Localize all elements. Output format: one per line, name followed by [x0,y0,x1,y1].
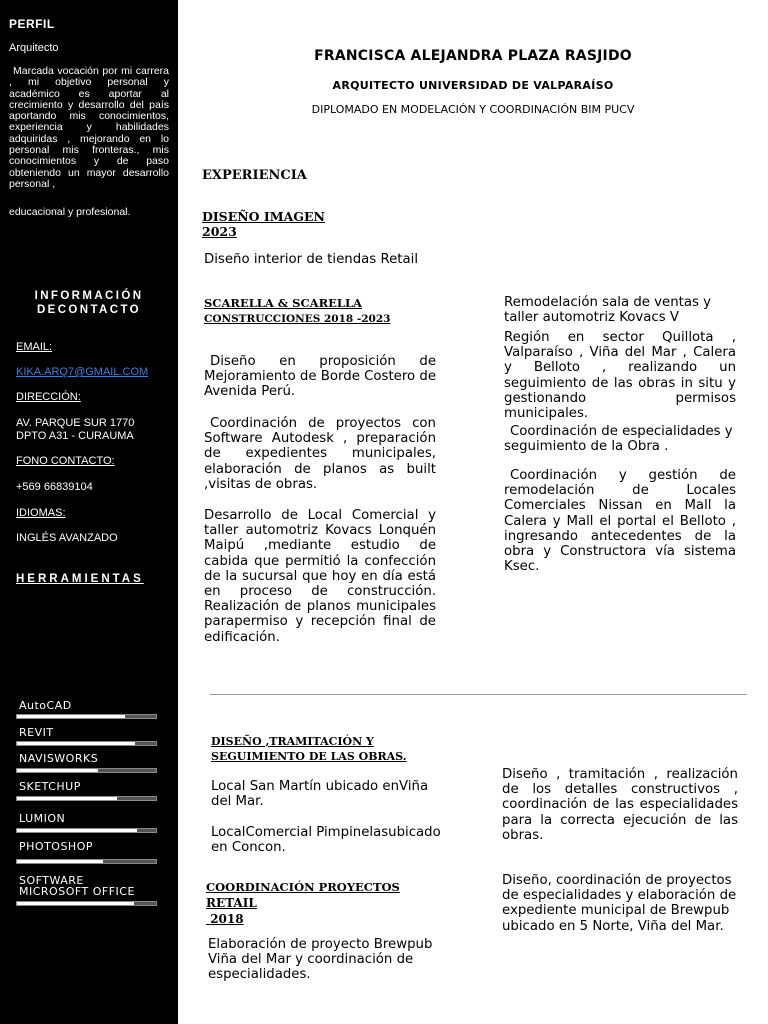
address-line1: AV. PARQUE SUR 1770 [16,417,135,429]
sidebar [0,0,178,1024]
email-label: EMAIL: [16,341,53,353]
job1-year: 2023 [202,224,237,239]
email-link[interactable]: KIKA.ARQ7@GMAIL.COM [16,366,149,378]
skill-bar-sketchup [16,796,157,801]
job1-title: DISEÑO IMAGEN [202,209,325,224]
skill-bar-photoshop [16,859,157,864]
job4-right-1: Diseño, coordinación de proyectos de especialidades y elaboración de expediente municipal de Brewpub ubicado en 5 Norte, Viña del Mar. [502,873,737,934]
skill-label-autocad: AutoCAD [19,699,72,712]
skill-fill-autocad [17,715,125,718]
skill-bar-lumion [16,828,157,833]
skill-label-sketchup: SKETCHUP [19,780,81,793]
job4-paragraph-1: Elaboración de proyecto Brewpub Viña del Mar y coordinación de especialidades. [208,937,433,983]
job3-paragraph-1: Local San Martín ubicado enViña del Mar. [211,779,429,810]
profile-title: PERFIL [9,17,55,31]
job2-subtitle: CONSTRUCCIONES 2018 -2023 [204,313,391,325]
job3-title-line1: DISEÑO ,TRAMITACIÓN Y [211,735,374,748]
degree: ARQUITECTO UNIVERSIDAD DE VALPARAÍSO [332,79,614,92]
section-divider [210,694,747,695]
job2-title: SCARELLA & SCARELLA [204,296,362,310]
candidate-name: FRANCISCA ALEJANDRA PLAZA RASJIDO [314,48,632,64]
skill-fill-lumion [17,829,137,832]
languages-value: INGLÉS AVANZADO [16,532,118,544]
skill-fill-ms-office [17,902,134,905]
skill-label-revit: REVIT [19,726,54,739]
skill-label-navisworks: NAVISWORKS [19,752,99,765]
profession: Arquitecto [9,42,59,54]
skill-label-software: SOFTWARE [19,874,84,887]
contact-title-line2: DECONTACTO [36,304,142,316]
skill-bar-autocad [16,714,157,719]
contact-title-line1: INFORMACIÓN [34,290,144,302]
tools-title: HERRAMIENTAS [16,573,144,585]
skill-bar-navisworks [16,768,157,773]
job2-right-3: Coordinación de especialidades y seguimiento de la Obra . [504,424,733,455]
skill-bar-revit [16,741,157,746]
job3-paragraph-2: LocalComercial Pimpinelasubicado en Concon. [211,825,441,856]
job3-title-line2: SEGUIMIENTO DE LAS OBRAS. [211,750,407,763]
job1-desc: Diseño interior de tiendas Retail [204,252,419,267]
address-line2: DPTO A31 - CURAUMA [16,430,134,442]
job4-year [206,912,244,926]
job2-right-4: Coordinación y gestión de remodelación de Locales Comerciales Nissan en Mall la Calera y Mall el portal el Belloto , ingresando antecedentes de la obra y Constructora vía sistema Ksec. [504,468,736,575]
job2-paragraph-3: Desarrollo de Local Comercial y taller automotriz Kovacs Lonquén Maipú ,mediante estudio de cabida que permitió la confección de la sucursal que hoy en día está en proceso de construcción. Realización de planos municipales parapermiso y recepción final de edificación. [204,508,436,645]
skill-label-photoshop: PHOTOSHOP [19,840,93,853]
address-label: DIRECCIÓN: [16,391,81,403]
skill-label-ms-office: MICROSOFT OFFICE [19,885,135,898]
job4-year-value: 2018 [210,912,244,926]
diploma: DIPLOMADO EN MODELACIÓN Y COORDINACIÓN BIM PUCV [311,103,635,116]
job4-title-line1: COORDINACIÓN PROYECTOS [206,880,400,894]
job4-title-line2: RETAIL [206,896,257,910]
languages-label: IDIOMAS: [16,507,66,519]
job2-right-2: Región en sector Quillota , Valparaíso , Viña del Mar , Calera y Belloto , realizando un seguimiento de las obras in situ y gestionando permisos municipales. [504,330,736,422]
phone-value: +569 66839104 [16,481,93,493]
job2-paragraph-2: Coordinación de proyectos con Software Autodesk , preparación de expedientes municipales, elaboración de planos as built ,visitas de obras. [204,416,436,492]
skill-fill-sketchup [17,797,117,800]
phone-label: FONO CONTACTO: [16,455,115,467]
job2-paragraph-1: Diseño en proposición de Mejoramiento de Borde Costero de Avenida Perú. [204,354,437,400]
job3-right-1: Diseño , tramitación , realización de los detalles constructivos , coordinación de las especialidades para la correcta ejecución de las obras. [502,767,738,843]
skill-label-lumion: LUMION [19,812,66,825]
skill-fill-revit [17,742,135,745]
skill-fill-photoshop [17,860,103,863]
skill-bar-ms-office [16,901,157,906]
experience-title: EXPERIENCIA [202,168,307,183]
profile-text-end: educacional y profesional. [9,206,131,218]
skill-fill-navisworks [17,769,98,772]
job2-right-1: Remodelación sala de ventas y taller automotriz Kovacs V [504,295,712,326]
profile-text: Marcada vocación por mi carrera , mi objetivo personal y académico es aportar al crecimiento y desarrollo del país aportando mis conocimientos, experiencia y habilidades adquiridas , mejorando en lo personal mis fronteras., mis conocimientos y de paso obteniendo un mayor desarrollo personal , [9,65,169,190]
